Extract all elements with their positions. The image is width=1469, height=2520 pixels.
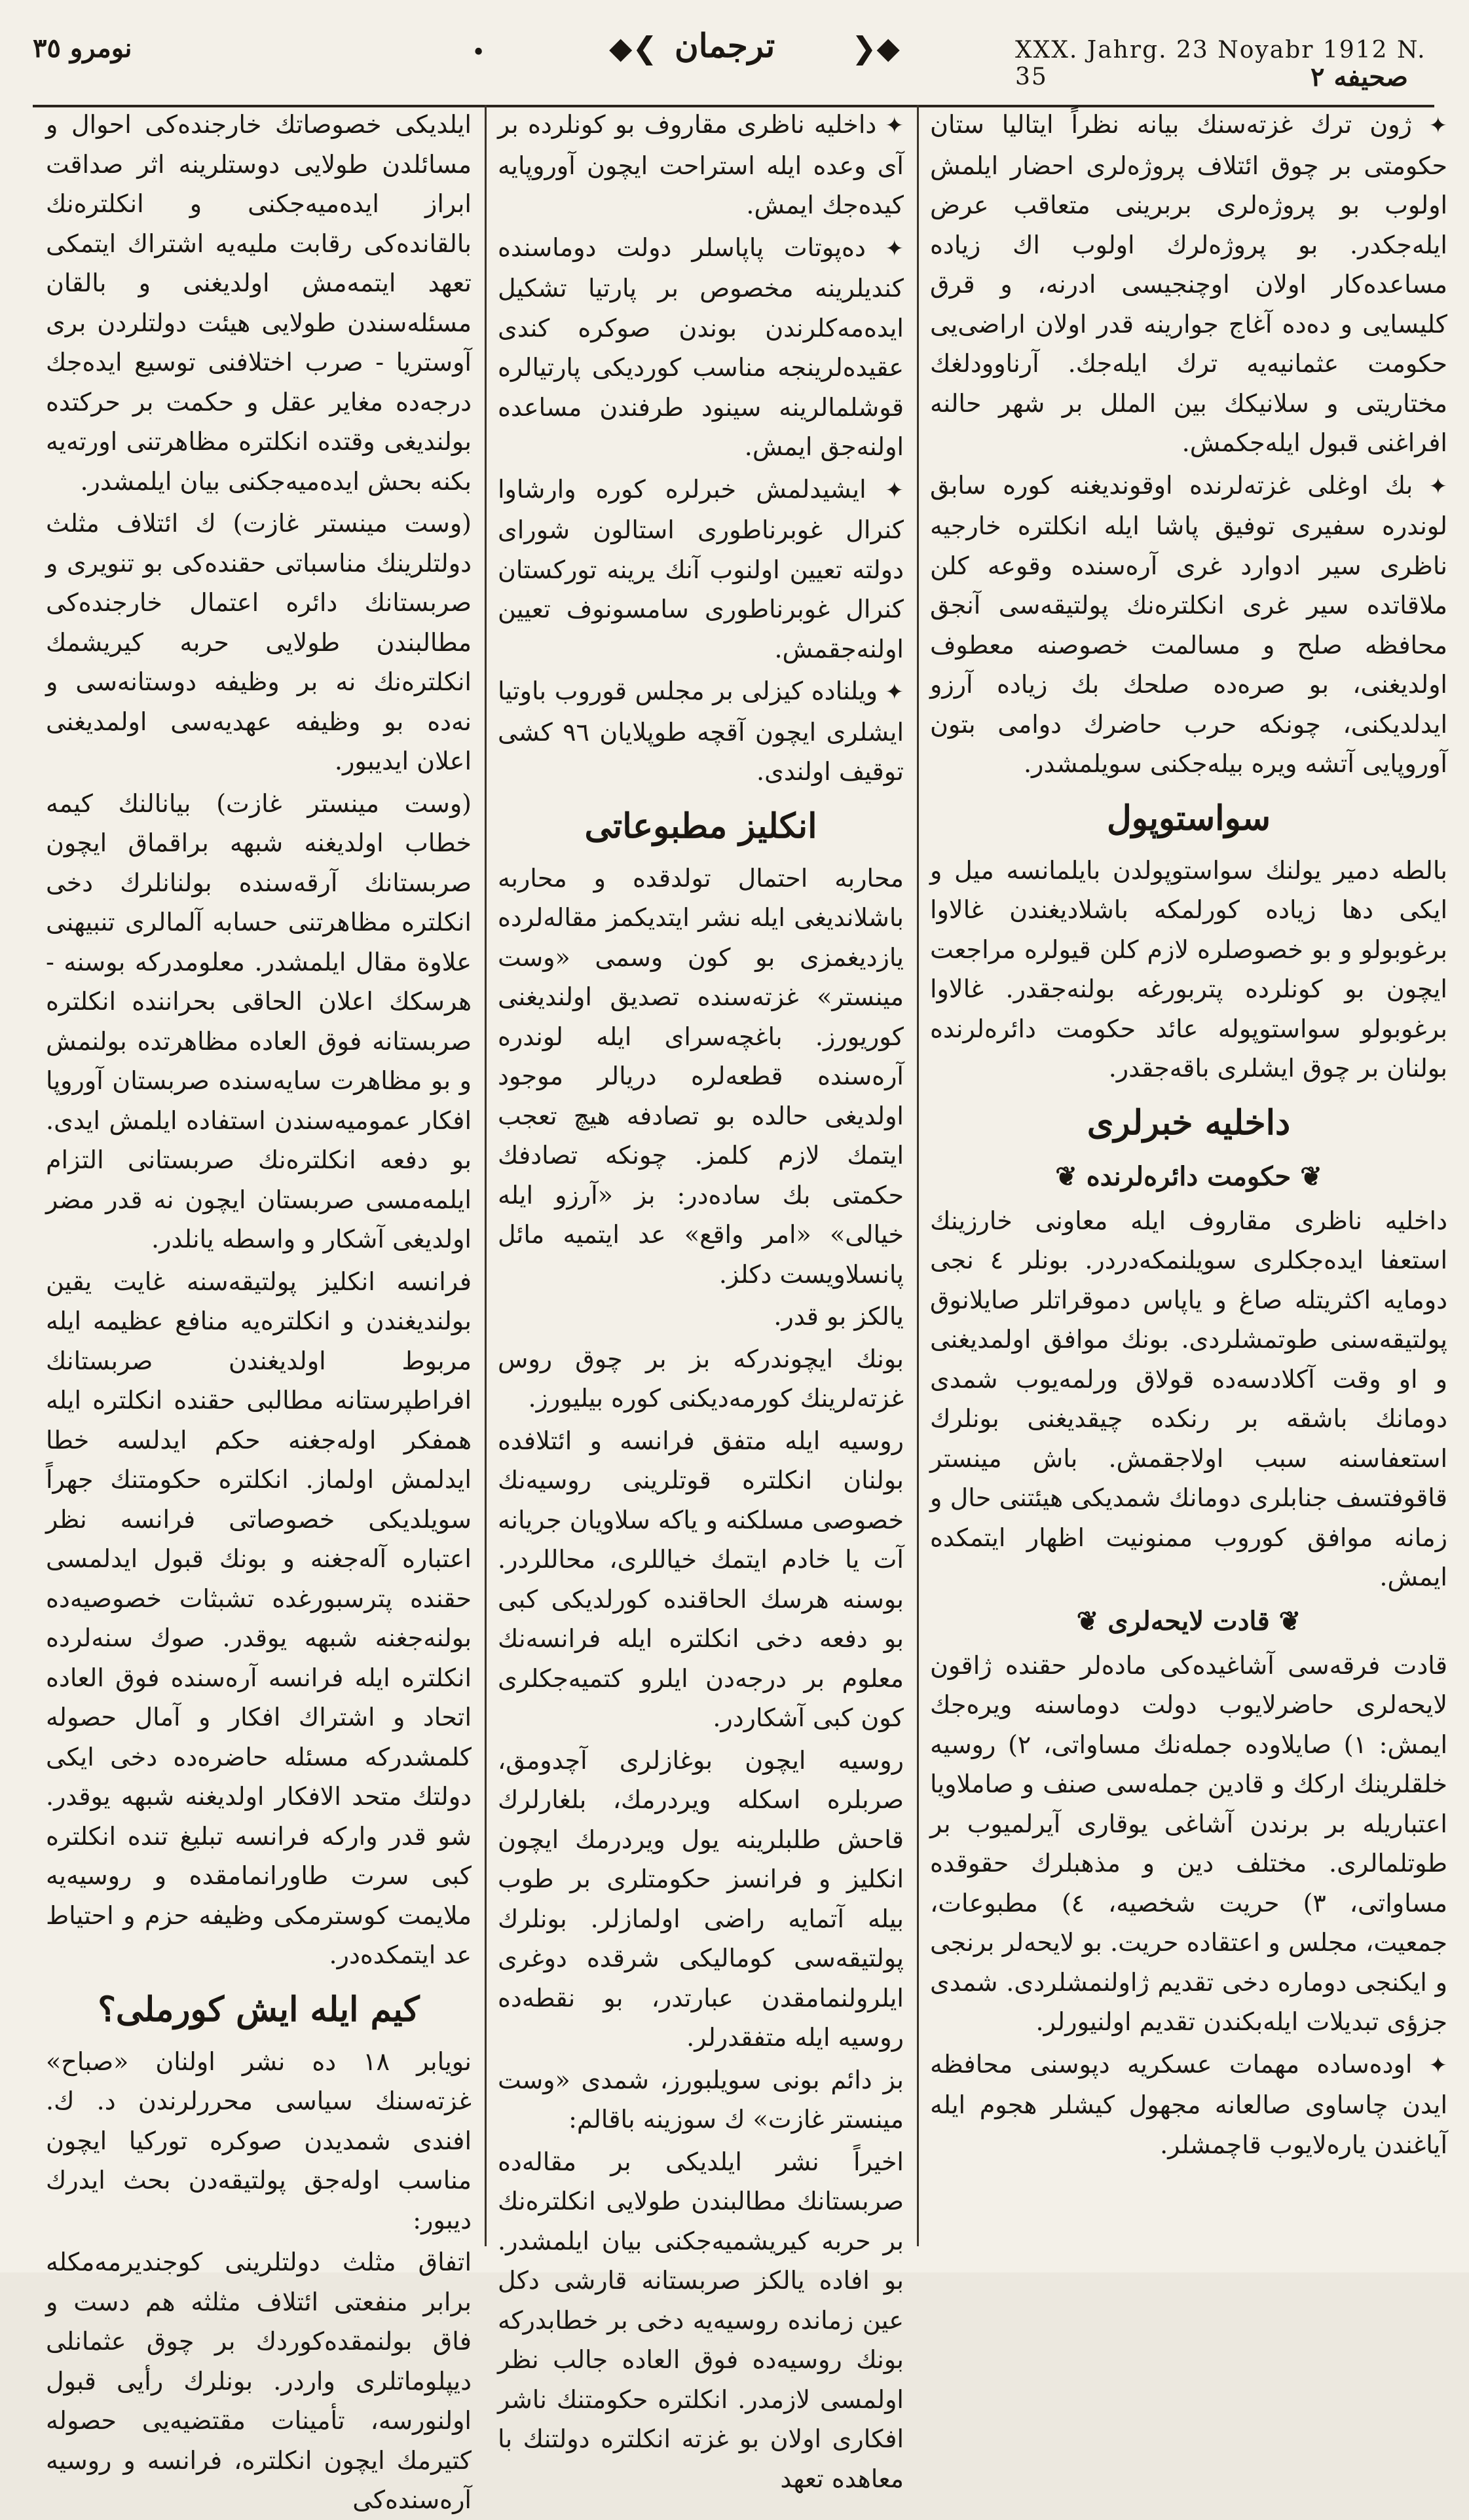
news-paragraph: روسيه ايچون بوغازلرى آچدومق، صربلره اسكله ويردرمك، بلغارلرك قاحش طلبلرينه يول ويردرمك ايچون انكليز و فرانسز حكومتلرى بر طوب بيله آتمايه راضى اولمازلر. بونلرك پولتيقه‌سى كوماليكى شرقده دوغرى ايلرولنمامقدن عبارتدر، بو نقطه‌ده روسيه ايله متفقدرلر. xyxy=(498,1745,904,2052)
news-paragraph: محاربه احتمال تولدقده و محاربه باشلانديغى ايله نشر ايتديكمز مقاله‌لرده يازديغمزى بو كون وسمى «وست مينستر» غزته‌سنده تصديق اولنديغنى كوريورز. باغچه‌سراى ايله لوندره آره‌سنده قطعه‌لره دريالر موجود اولديغى حالده بو تصادفه هيچ تعجب ايتمك لازم كلمز. چونكه تصادفك حكمتى بك ساده‌در: بز «آرزو ايله خيالى» «امر واقع» عد ايتميه مائل پانسلاويست دكلز. xyxy=(498,863,904,1289)
newspaper-title: ترجمان xyxy=(675,26,775,65)
news-paragraph: اتفاق مثلث دولتلرينى كوجنديرمه‌مكله برابر منفعتى ائتلاف مثلثه هم دست و فاق بولنمقده‌كوردك بر چوق عثمانلى ديپلوماتلرى واردر. بونلرك رأيى قبول اولنورسه، تأمينات مقتضيه‌يى حصوله كتيرمك ايچون انكلتره، فرانسه و روسيه آره‌سنده‌كى xyxy=(46,2248,472,2514)
ornament-dot: • xyxy=(472,39,486,66)
news-paragraph: قادت فرقه‌سى آشاغيده‌كى ماده‌لر حقنده ژاقون لايحه‌لرى حاضرلايوب دولت دوماسنه ويره‌جك ايمش: ١) صايلاوده جمله‌نك مساواتى، ٢) روسيه خلقلرينك اركك و قادين جمله‌سى صنف و صاملاويا اعتباريله بر برندن آشاغى يوقارى آيرلميوب بر طوتلمالرى. مختلف دين و مذهبلرك حقوقده مساواتى، ٣) حريت شخصيه، ٤) مطبوعات، جمعيت، مجلس و اعتقاده حريت. بو لايحه‌لر برنجى و ايكنجى دوماره دخى تقديم ژاولنمشلردى. شمدى جزؤى تبديلات ايله‌بكندن تقديم اولنيورلر. xyxy=(930,1650,1448,2036)
section-subheading: ❦ قادت لايحه‌لرى ❦ xyxy=(930,1600,1447,1643)
ornament-right-icon: ❯◆ xyxy=(851,30,900,65)
page-number: صحيفه ٢ xyxy=(1311,62,1408,92)
news-paragraph: داخليه ناظرى مقاروف ايله معاونى خارزينك استعفا ايده‌جكلرى سويلنمكه‌دردر. بونلر ٤ نجى دومايه اكثريتله صاغ و ياپاس دموقراتلر صايلانوق پولتيقه‌سنى طوتمشلردى. بونك موافق اولمديغنى و او وقت آكلادسه‌ده قولاق ورلمه‌يوب شمدى دومانك باشقه بر رنكده چيقديغنى بونلرك استعفاسنه سبب اولاجقمش. باش مينستر قاقوفتسف جنابلرى دومانك شمديكى هيئتنى حال و زمانه موافق كوروب ممنونيت اظهار ايتمكده ايمش. xyxy=(930,1206,1447,1591)
news-paragraph: ✦ ژون ترك غزته‌سنك بيانه نظراً ايتاليا ستان حكومتى بر چوق ائتلاف پروژه‌لرى احضار ايلمش اولوب بو پروژه‌لرى بربرينى متعاقب عرض ايله‌جكدر. بو پروژه‌لرك اولوب اك زياده مساعده‌كار اولان اوچنجيسى ادرنه، و قرق كليسايى و ده‌ده آغاج جوارينه قدر اولان اراضى‌يى حكومت عثمانيه‌يه ترك ايله‌جك. آرناوودلغك مختاريتى و سلانيكك بين الملل بر شهر حالنه افراغنى قبول ايله‌جكمش. xyxy=(930,105,1447,463)
column-middle xyxy=(498,105,904,2493)
issue-number: نومرو ٣٥ xyxy=(33,33,132,64)
news-paragraph: بونك ايچوندركه بز بر چوق روس غزته‌لرينك كورمه‌ديكنى كوره بيليورز. xyxy=(498,1344,904,1413)
news-paragraph: فرانسه انكليز پولتيقه‌سنه غايت يقين بولنديغندن و انكلتره‌يه منافع عظيمه ايله مربوط اولديغندن صربستانك افراطپرستانه مطالبى حقنده انكلتره ايله همفكر اوله‌جغنه حكم ايدلسه خطا ايدلمش اولماز. انكلتره حكومتنك جهراً سويلديكى خصوصاتى فرانسه نظر اعتباره آله‌جغنه و بونك قبول ايدلمسى حقنده پترسبورغده تشبثات خصوصيه‌ده بولنه‌جغنه شبهه يوقدر. صوك سنه‌لرده انكلتره ايله فرانسه آره‌سنده فوق العاده اتحاد و اشتراك افكار و آمال حصوله كلمشدركه مسئله حاضره‌ده دخى ايكى دولتك متحد الافكار اولديغنه شبهه يوقدر. شو قدر واركه فرانسه تبليغ تنده انكلتره كبى سرت طاورانمامقده و روسيه‌يه ملايمت كوسترمكى وظيفه حزم و احتياط عد ايتمكده‌در. xyxy=(46,1267,472,1969)
section-headline: انكليز مطبوعاتى xyxy=(584,806,817,846)
section-headline: داخليه خبرلرى xyxy=(1087,1102,1291,1143)
masthead xyxy=(33,26,1434,98)
news-paragraph: ايلديكى خصوصاتك خارجنده‌كى احوال و مسائلدن طولايى دوستلرينه اثر صداقت ابراز ايده‌ميه‌جكنى و انكلتره‌نك بالقانده‌كى رقابت مليه‌يه اشتراك ايتمكى تعهد ايتمه‌مش اولديغنى و بالقان مسئله‌سندن طولايى هيئت دولتلردن برى آوستريا - صرب اختلافنى توسيع ايده‌جك درجه‌ده مغاير عقل و حكمت بر حركتده بولنديغى وقتده انكلتره مظاهرتنى اورته‌يه بكنه بحش ايده‌ميه‌جكنى بيان ايلمشدر. xyxy=(46,110,472,496)
news-paragraph: يالكز بو قدر. xyxy=(773,1302,904,1331)
date-line: XXX. Jahrg. 23 Noyabr 1912 N. 35 xyxy=(1015,37,1426,90)
news-paragraph: ✦ بك اوغلى غزته‌لرنده اوقونديغنه كوره سابق لوندره سفيرى توفيق پاشا ايله انكلتره خارجيه ناظرى سير ادوارد غرى آره‌سنده وقوعه كلن ملاقاتده سير غرى انكلتره‌نك پولتيقه‌سى آنجق محافظه صلح و مسالمت خصوصنه معطوف اولديغنى، بو صره‌ده صلحك بك زياده آرزو ايدلديكنى، چونكه حرب حاضرك دوامى بتون آوروپايى آتشه ويره بيله‌جكنى سويلمشدر. xyxy=(930,466,1447,784)
section-headline: كيم ايله ايش كورملى؟ xyxy=(98,1989,420,2029)
column-rule-left xyxy=(485,105,487,2246)
news-paragraph: (وست مينستر غازت) ك ائتلاف مثلث دولتلرينك مناسباتى حقنده‌كى بو تنويرى و صربستانك دائره اعتمال خارجنده‌كى مطالبندن طولايى حربه كيريشمك انكلتره‌نك نه بر وظيفه دوستانه‌سى و نه‌ده بو وظيفه عهديه‌سى اولمديغنى اعلان ايديبور. xyxy=(46,509,472,775)
ornament-left-icon: ◆❮ xyxy=(609,30,658,65)
news-paragraph: بز دائم بونى سويلبورز، شمدى «وست مينستر غازت» ك سوزينه باقالم: xyxy=(498,2065,904,2134)
news-paragraph: روسيه ايله متفق فرانسه و ائتلافده بولنان انكلتره قوتلرينى روسيه‌نك خصوصى مسلكنه و ياكه سلاويان جريانه آت يا خادم ايتمك خياللرى، محاللردر. بوسنه هرسك الحاقنده كورلديكى كبى بو دفعه دخى انكلتره ايله فرانسه‌نك معلوم بر درجه‌دن ايلرو كتميه‌جكلرى كون كبى آشكاردر. xyxy=(498,1426,904,1732)
news-paragraph: نويابر ١٨ ده نشر اولنان «صباح» غزته‌سنك سياسى محررلرندن د. ك. افندى شمديدن صوكره توركيا ايچون مناسب اوله‌جق پولتيقه‌دن بحث ايدرك ديبور: xyxy=(46,2047,472,2234)
section-subheading: ❦ حكومت دائره‌لرنده ❦ xyxy=(930,1155,1447,1198)
column-right xyxy=(930,105,1447,2246)
news-paragraph: بالطه دمير يولنك سواستوپولدن بايلمانسه ميل و ايكى دها زياده كورلمكه باشلاديغندن غالاوا برغوبولو و بو خصوصلره لازم كلن قيولره مراجعت ايچون بو كونلرده پتربورغه بولنه‌جقدر. غالاوا برغوبولو سواستوپوله عائد حكومت دائره‌لرنده بولنان بر چوق ايشلرى باقه‌جقدر. xyxy=(930,855,1447,1083)
news-paragraph: ✦ ده‌پوتات پاپاسلر دولت دوماسنده كنديلرينه مخصوص بر پارتيا تشكيل ايده‌مه‌كلرندن بوندن صوكره كندى عقيده‌لرينجه مناسب كورديكى پارتيالره قوشلمالرينه سينود طرفندن مساعده اولنه‌جق ايمش. xyxy=(498,228,904,467)
news-paragraph: ✦ اوده‌ساده مهمات عسكريه دپوسنى محافظه ايدن چاساوى صالعانه مجهول كيشلر هجوم ايله آياغندن ياره‌لايوب قاچمشلر. xyxy=(930,2045,1447,2165)
news-paragraph: ✦ ويلنا‌ده كيزلى بر مجلس قوروب باوتيا ايشلرى ايچون آقچه طوپلايان ٩٦ كشى توقيف اولندى. xyxy=(498,671,904,792)
column-left xyxy=(46,105,472,2514)
news-paragraph: ✦ ايشيدلمش خبرلره كوره وارشاوا كنرال غوبرناطورى استالون شوراى دولته تعيين اولنوب آنك يرينه توركستان كنرال غوبرناطورى سامسونوف تعيين اولنه‌جقمش. xyxy=(498,470,904,669)
section-headline: سواستوپول xyxy=(1106,798,1271,838)
news-paragraph: (وست مينستر غازت) بيانالنك كيمه خطاب اولديغنه شبهه براقماق ايچون صربستانك آرقه‌سنده بولنانلرك دخى انكلتره مظاهرتنى حسابه آلمالرى تنبيهنى علاوة مقال ايلمشدر. معلومدركه بوسنه - هرسكك اعلان الحاقى بحراننده انكلتره صربستانه فوق العاده مظاهرتده بولنمش و بو مظاهرت سايه‌سنده صربستان آوروپا افكار عموميه‌سندن استفاده ايلمش ايدى. بو دفعه انكلتره‌نك صربستانى التزام ايلمه‌مسى صربستان ايچون نه قدر مضر اولديغى آشكار و واسطه يانلدر. xyxy=(46,788,472,1253)
news-paragraph: ✦ داخليه ناظرى مقاروف بو كونلرده بر آى وعده ايله استراحت ايچون آوروپايه كيده‌جك ايمش. xyxy=(498,105,904,225)
news-paragraph: اخيراً نشر ايلديكى بر مقاله‌ده صربستانك مطالبندن طولايى انكلتره‌نك بر حربه كيريشميه‌جكنى بيان ايلمشدر. بو افاده يالكز صربستانه قارشى دكل عين زمانده روسيه‌يه دخى بر خطابدركه بونك روسيه‌ده فوق العاده جالب نظر اولمسى لازمدر. انكلتره حكومتنك ناشر افكارى اولان بو غزته انكلتره دولتنك با معاهده تعهد xyxy=(498,2147,904,2493)
column-rule-right xyxy=(917,105,919,2246)
